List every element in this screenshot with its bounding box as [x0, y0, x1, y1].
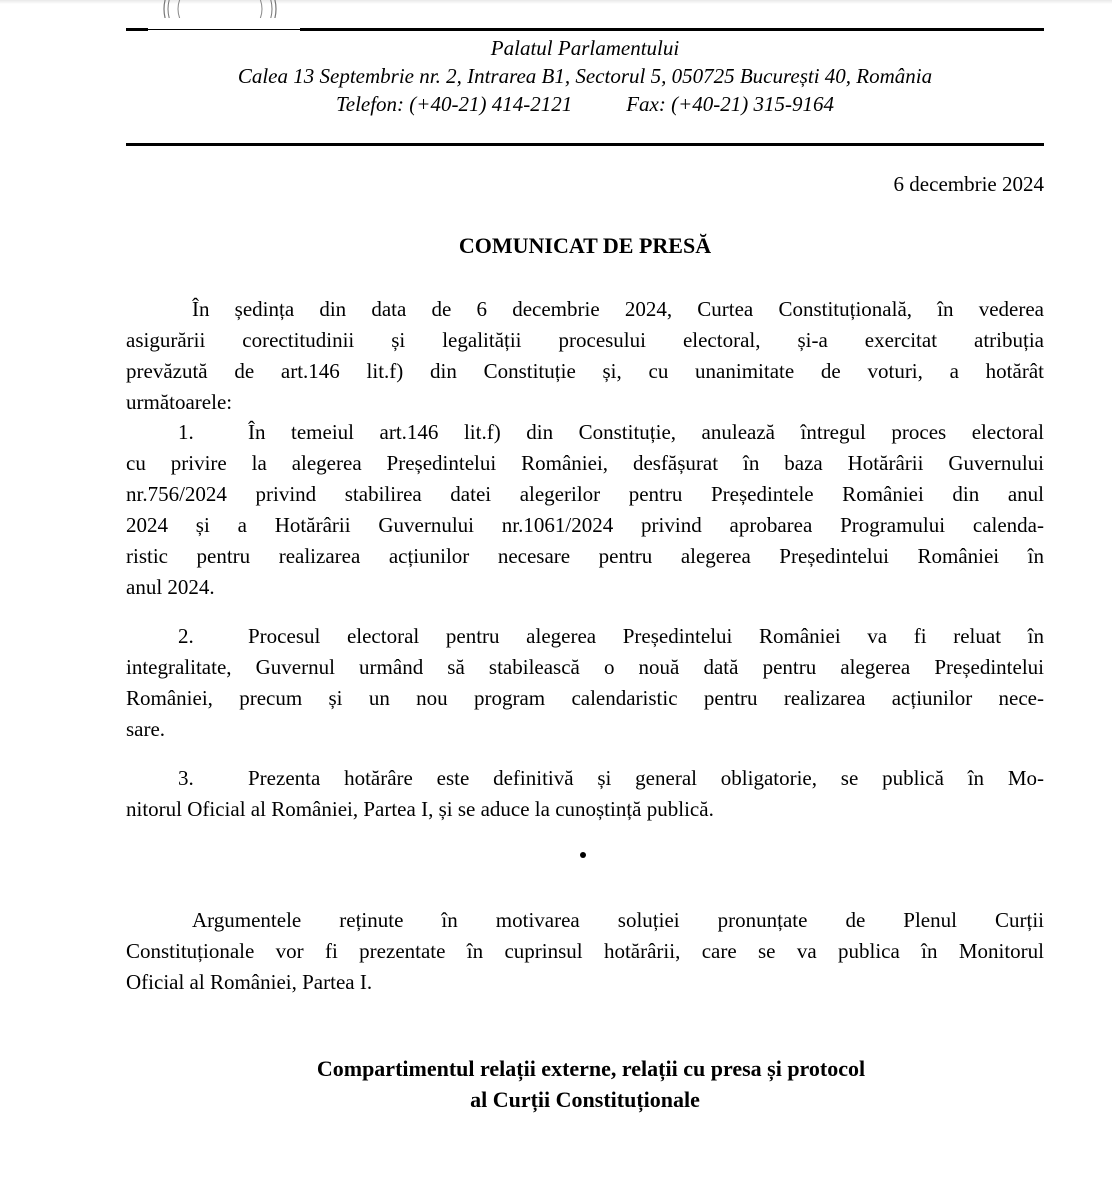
item-line: nitorul Oficial al României, Partea I, și se aduce la cunoștință publică.: [126, 797, 714, 821]
document-date: 6 decembrie 2024: [893, 172, 1044, 196]
item-line: 2024 și a Hotărârii Guvernului nr.1061/2024 privind aprobarea Programului calenda-: [126, 513, 1044, 537]
closing-line: Oficial al României, Partea I.: [126, 970, 373, 994]
list-item-1: [126, 417, 1044, 603]
signature-line-2: al Curții Constituționale: [470, 1087, 700, 1112]
closing-line: Argumentele reținute în motivarea soluției pronunțate de Plenul Curții: [192, 908, 1044, 932]
intro-line: următoarele:: [126, 390, 233, 414]
header-address: Calea 13 Septembrie nr. 2, Intrarea B1, Sectorul 5, 050725 București 40, România: [237, 64, 933, 88]
item-number: 1.: [178, 420, 194, 444]
item-number: 2.: [178, 624, 194, 648]
header-phone: Telefon: (+40-21) 414-2121: [336, 92, 573, 116]
court-seal-emblem-icon: [160, 0, 280, 18]
item-line: cu privire la alegerea Președintelui României, desfășurat în baza Hotărârii Guvernului: [126, 451, 1044, 475]
header-bottom-rule: [126, 143, 1044, 146]
item-line: integralitate, Guvernul urmând să stabilească o nouă dată pentru alegerea Președintelui: [126, 655, 1044, 679]
document-title: COMUNICAT DE PRESĂ: [458, 233, 712, 258]
intro-line: asigurării corectitudinii și legalității procesului electoral, și-a exercitat atribuția: [126, 328, 1044, 352]
header-fax: Fax: (+40-21) 315-9164: [626, 92, 834, 116]
item-line: În temeiul art.146 lit.f) din Constituție, anulează întregul proces electoral: [248, 420, 1044, 444]
item-line: Procesul electoral pentru alegerea Președintelui României va fi reluat în: [248, 624, 1044, 648]
item-line: Prezenta hotărâre este definitivă și general obligatorie, se publică în Mo-: [248, 766, 1044, 790]
item-line: sare.: [126, 717, 166, 741]
item-line: anul 2024.: [126, 575, 215, 599]
signature-block: [126, 1053, 1044, 1115]
header-top-rule: [126, 28, 1044, 31]
list-item-2: [126, 621, 1044, 745]
item-line: României, precum și un nou program calendaristic pentru realizarea acțiunilor nece-: [126, 686, 1044, 710]
closing-paragraph: [126, 905, 1044, 998]
intro-paragraph: [126, 294, 1044, 418]
bullet-separator-icon: [580, 852, 586, 858]
intro-line: În ședința din data de 6 decembrie 2024, Curtea Constituțională, în vederea: [192, 297, 1044, 321]
closing-line: Constituționale vor fi prezentate în cuprinsul hotărârii, care se va publica în Monitorul: [126, 939, 1044, 963]
intro-line: prevăzută de art.146 lit.f) din Constituție și, cu unanimitate de voturi, a hotărât: [126, 359, 1044, 383]
item-line: nr.756/2024 privind stabilirea datei alegerilor pentru Președintele României din anul: [126, 482, 1044, 506]
item-number: 3.: [178, 766, 194, 790]
header-contact: [126, 90, 1044, 118]
header-institution: Palatul Parlamentului: [490, 36, 680, 60]
item-line: ristic pentru realizarea acțiunilor necesare pentru alegerea Președintelui României în: [126, 544, 1044, 568]
list-item-3: [126, 763, 1044, 825]
signature-line-1: Compartimentul relații externe, relații cu presa și protocol: [316, 1056, 866, 1081]
